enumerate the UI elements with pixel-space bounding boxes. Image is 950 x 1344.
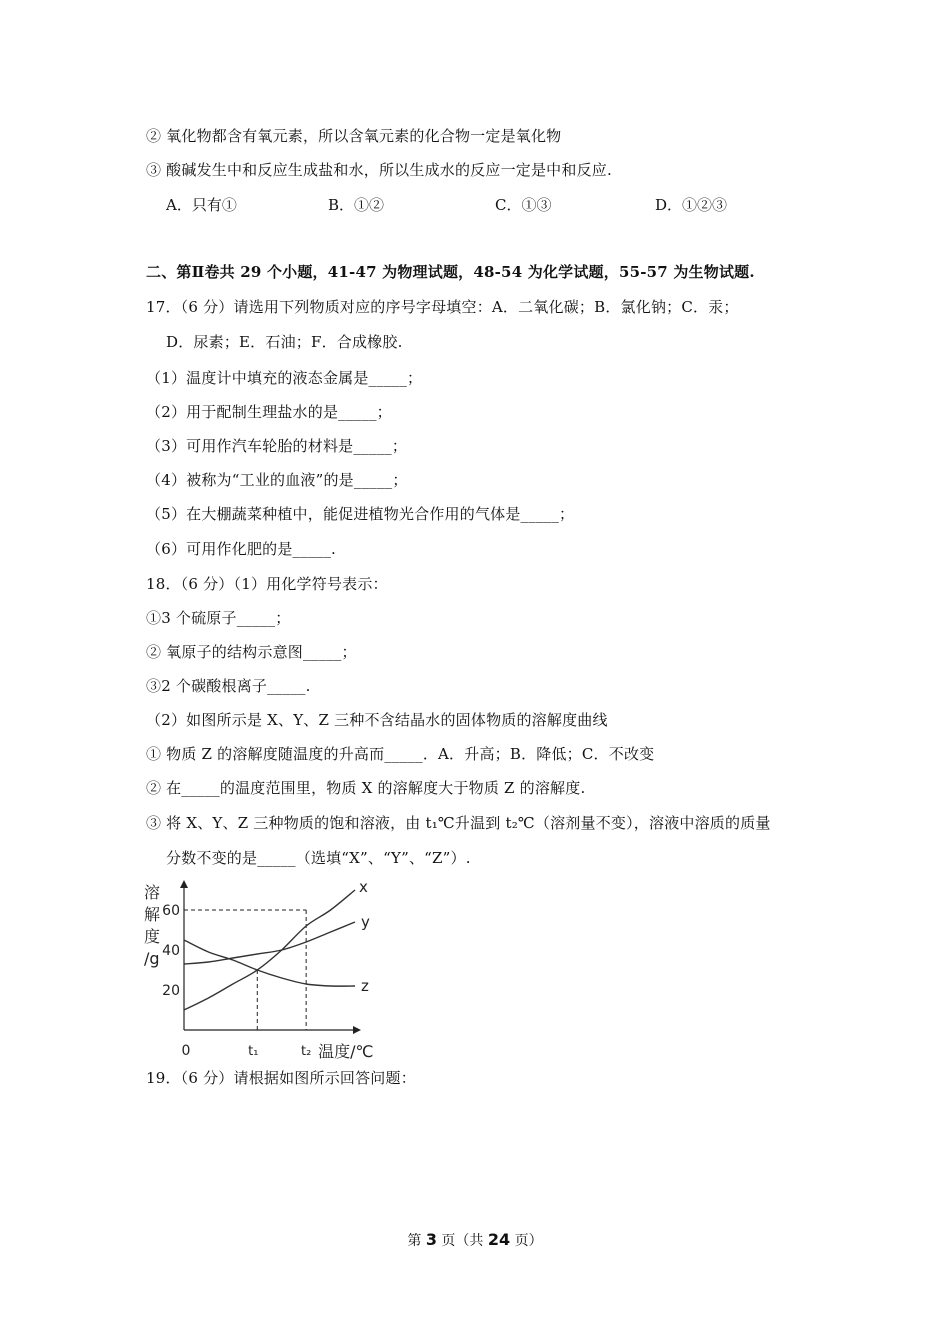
series-label-x: x <box>359 878 368 896</box>
y-axis-label-part: /g <box>144 949 160 968</box>
q18-part1-item-2: ② 氧原子的结构示意图_____； <box>146 643 357 661</box>
q18-part2-item-1: ① 物质 Z 的溶解度随温度的升高而_____．A．升高；B．降低；C．不改变 <box>146 745 655 763</box>
y-axis-arrow <box>180 880 188 888</box>
q17-item-6: （6）可用作化肥的是_____. <box>146 540 337 558</box>
series-line-y <box>184 922 355 964</box>
option-d: D．①②③ <box>655 196 728 214</box>
option-c: C．①③ <box>495 196 552 214</box>
x-tick-label-t2: t₂ <box>300 1044 312 1059</box>
series-label-z: z <box>361 977 369 995</box>
q18-part2-intro: （2）如图所示是 X、Y、Z 三种不含结晶水的固体物质的溶解度曲线 <box>146 711 608 729</box>
item-3-text: ③ 酸碱发生中和反应生成盐和水，所以生成水的反应一定是中和反应. <box>146 161 612 179</box>
x-tick-label-0: 0 <box>181 1043 191 1059</box>
y-tick-label: 20 <box>162 983 180 999</box>
footer-total-pages: 24 <box>487 1230 511 1249</box>
series-line-z <box>184 940 355 986</box>
solubility-chart <box>140 878 390 1060</box>
footer-page-number: 3 <box>425 1230 437 1249</box>
q18-part2-item-3-cont: 分数不变的是_____（选填“X”、“Y”、“Z”）. <box>166 849 471 867</box>
y-tick-label: 60 <box>162 903 180 919</box>
y-tick-label: 40 <box>162 943 180 959</box>
q17-item-3: （3）可用作汽车轮胎的材料是_____； <box>146 437 408 455</box>
q18-part1-item-1: ①3 个硫原子_____； <box>146 609 291 627</box>
q17-item-2: （2）用于配制生理盐水的是_____； <box>146 403 392 421</box>
page-footer <box>0 1230 950 1251</box>
series-line-x <box>184 890 355 1010</box>
option-a: A．只有① <box>166 196 237 214</box>
footer-middle: 页（共 <box>436 1233 488 1249</box>
q18-stem: 18．（6 分）（1）用化学符号表示： <box>146 575 388 593</box>
q18-part1-item-3: ③2 个碳酸根离子_____. <box>146 677 311 695</box>
q19-stem: 19．（6 分）请根据如图所示回答问题： <box>146 1069 416 1087</box>
q17-item-4: （4）被称为“工业的血液”的是_____； <box>146 471 408 489</box>
x-tick-label-t1: t₁ <box>248 1044 259 1059</box>
y-axis-label-part: 解 <box>144 905 161 924</box>
footer-suffix: 页） <box>510 1233 543 1249</box>
q17-stem: 17．（6 分）请选用下列物质对应的序号字母填空：A．二氧化碳；B．氯化钠；C．汞； <box>146 298 739 316</box>
y-axis-label-part: 溶 <box>144 883 161 902</box>
footer-prefix: 第 <box>407 1233 426 1249</box>
q17-item-1: （1）温度计中填充的液态金属是_____； <box>146 369 423 387</box>
x-axis-label: 温度/℃ <box>318 1042 374 1060</box>
y-axis-label-part: 度 <box>144 927 161 946</box>
item-2-text: ② 氧化物都含有氧元素，所以含氧元素的化合物一定是氧化物 <box>146 127 562 145</box>
x-axis-arrow <box>353 1026 361 1034</box>
q17-item-5: （5）在大棚蔬菜种植中，能促进植物光合作用的气体是_____； <box>146 505 575 523</box>
series-label-y: y <box>361 913 370 931</box>
q17-stem-continued: D．尿素；E．石油；F．合成橡胶. <box>166 333 403 351</box>
section2-title: 二、第Ⅱ卷共 29 个小题，41-47 为物理试题，48-54 为化学试题，55-57 为生物试题. <box>146 263 755 281</box>
q18-part2-item-2: ② 在_____的温度范围里，物质 X 的溶解度大于物质 Z 的溶解度. <box>146 779 586 797</box>
option-b: B．①② <box>328 196 385 214</box>
q18-part2-item-3: ③ 将 X、Y、Z 三种物质的饱和溶液，由 t₁℃升温到 t₂℃（溶剂量不变），溶液中溶质的质量 <box>146 814 771 832</box>
